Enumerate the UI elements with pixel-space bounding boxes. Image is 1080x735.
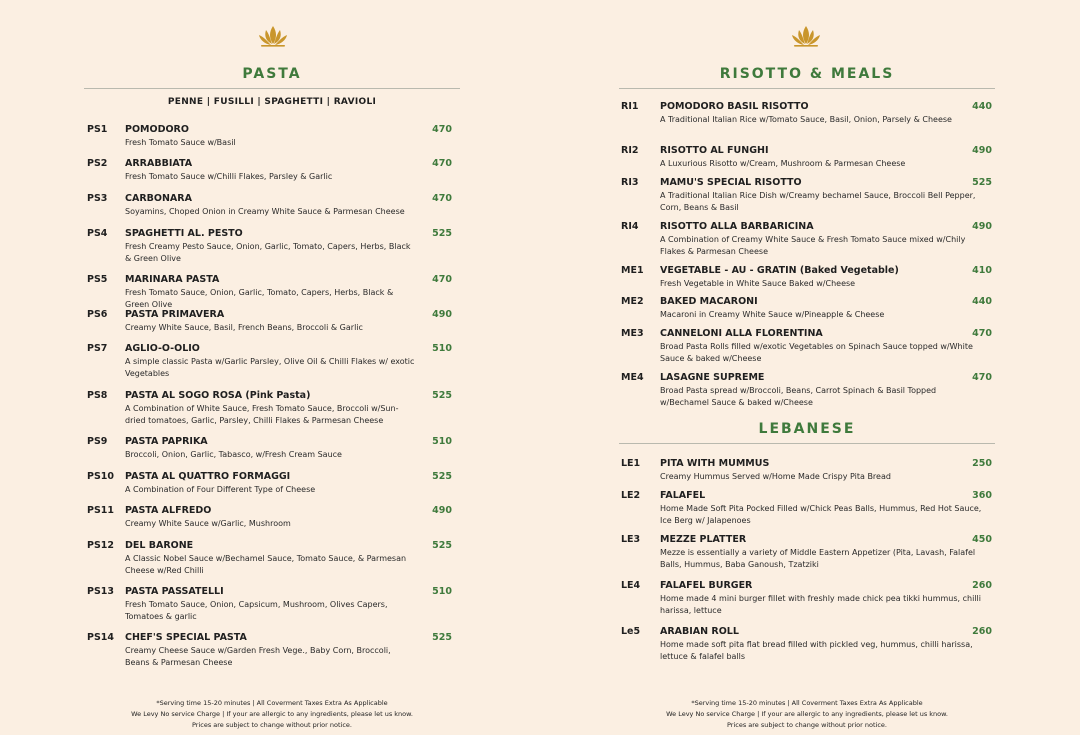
item-name: POMODORO	[125, 124, 189, 135]
item-code: LE1	[621, 458, 641, 469]
item-name: SPAGHETTI AL. PESTO	[125, 228, 243, 239]
item-name: BAKED MACARONI	[660, 296, 758, 307]
item-name: VEGETABLE - AU - GRATIN (Baked Vegetable)	[660, 265, 899, 276]
item-code: LE4	[621, 580, 641, 591]
item-description: Mezze is essentially a variety of Middle Eastern Appetizer (Pita, Lavash, Falafel Balls, Hummus, Baba Ganoush, Tzatziki	[660, 548, 976, 569]
item-price: 525	[432, 228, 452, 239]
item-code: PS2	[87, 158, 108, 169]
lotus-icon	[789, 24, 823, 48]
footer-line: Prices are subject to change without prior notice.	[726, 721, 887, 729]
item-description: A Traditional Italian Rice Dish w/Creamy bechamel Sauce, Broccoli Bell Pepper, Corn, Beans & Basil	[660, 191, 976, 212]
item-price: 470	[432, 274, 452, 285]
item-name: PASTA ALFREDO	[125, 505, 212, 516]
lotus-icon	[256, 24, 290, 48]
item-code: PS9	[87, 436, 108, 447]
item-price: 525	[432, 390, 452, 401]
footer-notes	[84, 698, 460, 731]
item-code: PS6	[87, 309, 108, 320]
item-description: Fresh Creamy Pesto Sauce, Onion, Garlic, Tomato, Capers, Herbs, Black & Green Olive	[125, 242, 411, 263]
item-description: Macaroni in Creamy White Sauce w/Pineapple & Cheese	[660, 310, 885, 319]
pasta-types: PENNE | FUSILLI | SPAGHETTI | RAVIOLI	[167, 97, 377, 107]
item-name: PASTA PRIMAVERA	[125, 309, 225, 320]
pasta-page	[84, 0, 460, 735]
item-price: 360	[972, 490, 992, 501]
footer-line: Prices are subject to change without prior notice.	[191, 721, 352, 729]
divider	[619, 88, 995, 89]
item-price: 470	[972, 328, 992, 339]
item-description: Fresh Tomato Sauce, Onion, Garlic, Tomato, Capers, Herbs, Black & Green Olive	[125, 288, 394, 309]
item-description: A Luxurious Risotto w/Cream, Mushroom & Parmesan Cheese	[660, 159, 906, 168]
item-code: PS1	[87, 124, 108, 135]
item-description: Broad Pasta spread w/Broccoli, Beans, Carrot Spinach & Basil Topped w/Bechamel Sauce & baked w/Cheese	[660, 386, 937, 407]
item-name: RISOTTO AL FUNGHI	[660, 145, 769, 156]
item-description: Home made 4 mini burger fillet with freshly made chick pea tikki hummus, chilli harissa, lettuce	[660, 594, 981, 615]
item-price: 470	[432, 158, 452, 169]
item-description: Broccoli, Onion, Garlic, Tabasco, w/Fresh Cream Sauce	[125, 450, 342, 459]
item-name: PASTA PASSATELLI	[125, 586, 224, 597]
item-description: Creamy White Sauce w/Garlic, Mushroom	[125, 519, 291, 528]
item-description: A Classic Nobel Sauce w/Bechamel Sauce, Tomato Sauce, & Parmesan Cheese w/Red Chilli	[125, 554, 407, 575]
item-code: RI3	[621, 177, 639, 188]
footer-line: *Serving time 15-20 minutes | All Coverment Taxes Extra As Applicable	[691, 699, 923, 707]
item-code: PS5	[87, 274, 108, 285]
item-name: MAMU'S SPECIAL RISOTTO	[660, 177, 802, 188]
item-description: A Combination of Creamy White Sauce & Fresh Tomato Sauce mixed w/Chily Flakes & Parmesan Cheese	[660, 235, 966, 256]
item-name: PITA WITH MUMMUS	[660, 458, 770, 469]
item-code: ME1	[621, 265, 644, 276]
item-price: 260	[972, 580, 992, 591]
item-price: 490	[972, 221, 992, 232]
item-price: 440	[972, 296, 992, 307]
item-code: PS7	[87, 343, 108, 354]
item-code: PS4	[87, 228, 108, 239]
item-code: PS3	[87, 193, 108, 204]
item-name: PASTA PAPRIKA	[125, 436, 208, 447]
item-price: 490	[432, 309, 452, 320]
item-description: Creamy Cheese Sauce w/Garden Fresh Vege., Baby Corn, Broccoli, Beans & Parmesan Cheese	[125, 646, 391, 667]
section-title-pasta: PASTA	[242, 66, 302, 82]
item-code: PS14	[87, 632, 115, 643]
item-price: 490	[972, 145, 992, 156]
item-description: Home Made Soft Pita Pocked Filled w/Chick Peas Balls, Hummus, Red Hot Sauce, Ice Berg w/ Jalapenoes	[660, 504, 982, 525]
item-name: POMODORO BASIL RISOTTO	[660, 101, 809, 112]
item-code: RI1	[621, 101, 639, 112]
item-description: Soyamins, Choped Onion in Creamy White Sauce & Parmesan Cheese	[125, 207, 405, 216]
section-title-lebanese: LEBANESE	[758, 421, 856, 437]
footer-line: We Levy No service Charge | If your are allergic to any ingredients, please let us know.	[131, 710, 413, 718]
item-description: Creamy Hummus Served w/Home Made Crispy Pita Bread	[660, 472, 891, 481]
item-price: 525	[972, 177, 992, 188]
risotto-page	[619, 0, 995, 735]
item-price: 510	[432, 436, 452, 447]
item-name: LASAGNE SUPREME	[660, 372, 765, 383]
item-name: ARRABBIATA	[125, 158, 193, 169]
item-price: 510	[432, 586, 452, 597]
item-price: 450	[972, 534, 992, 545]
item-name: MARINARA PASTA	[125, 274, 220, 285]
footer-line: *Serving time 15-20 minutes | All Coverment Taxes Extra As Applicable	[156, 699, 388, 707]
item-name: CARBONARA	[125, 193, 192, 204]
item-price: 410	[972, 265, 992, 276]
item-description: Fresh Tomato Sauce w/Basil	[125, 138, 236, 147]
item-description: Fresh Tomato Sauce, Onion, Capsicum, Mushroom, Olives Capers, Tomatoes & garlic	[125, 600, 388, 621]
section-title-risotto: RISOTTO & MEALS	[719, 66, 895, 82]
item-description: A Combination of White Sauce, Fresh Tomato Sauce, Broccoli w/Sun-dried tomatoes, Garlic, Parsley, Chilli Flakes & Parmesan Cheese	[125, 404, 399, 425]
item-price: 470	[972, 372, 992, 383]
item-code: ME4	[621, 372, 644, 383]
footer-line: We Levy No service Charge | If your are allergic to any ingredients, please let us know.	[666, 710, 948, 718]
item-code: ME2	[621, 296, 644, 307]
item-price: 470	[432, 124, 452, 135]
divider	[619, 443, 995, 444]
item-description: Creamy White Sauce, Basil, French Beans, Broccoli & Garlic	[125, 323, 363, 332]
item-code: PS10	[87, 471, 115, 482]
divider	[84, 88, 460, 89]
item-description: Home made soft pita flat bread filled with pickled veg, hummus, chilli harissa, lettuce & falafel balls	[660, 640, 973, 661]
item-code: Le5	[621, 626, 641, 637]
item-price: 490	[432, 505, 452, 516]
item-name: PASTA AL SOGO ROSA (Pink Pasta)	[125, 390, 311, 401]
item-name: RISOTTO ALLA BARBARICINA	[660, 221, 814, 232]
item-name: FALAFEL BURGER	[660, 580, 753, 591]
item-code: PS8	[87, 390, 108, 401]
item-code: RI2	[621, 145, 639, 156]
item-code: PS13	[87, 586, 115, 597]
item-name: FALAFEL	[660, 490, 706, 501]
item-name: PASTA AL QUATTRO FORMAGGI	[125, 471, 291, 482]
item-description: A Combination of Four Different Type of Cheese	[125, 485, 316, 494]
item-price: 260	[972, 626, 992, 637]
item-name: CANNELONI ALLA FLORENTINA	[660, 328, 823, 339]
item-description: Fresh Tomato Sauce w/Chilli Flakes, Parsley & Garlic	[125, 172, 333, 181]
item-price: 470	[432, 193, 452, 204]
item-name: ARABIAN ROLL	[660, 626, 739, 637]
item-code: PS11	[87, 505, 115, 516]
item-description: Broad Pasta Rolls filled w/exotic Vegetables on Spinach Sauce topped w/White Sauce & baked w/Cheese	[660, 342, 973, 363]
item-name: CHEF'S SPECIAL PASTA	[125, 632, 247, 643]
item-code: PS12	[87, 540, 115, 551]
item-description: Fresh Vegetable in White Sauce Baked w/Cheese	[660, 279, 856, 288]
item-description: A simple classic Pasta w/Garlic Parsley, Olive Oil & Chilli Flakes w/ exotic Vegetables	[125, 357, 415, 378]
footer-notes	[619, 698, 995, 731]
item-name: AGLIO-O-OLIO	[125, 343, 200, 354]
item-price: 525	[432, 632, 452, 643]
item-price: 510	[432, 343, 452, 354]
item-code: LE3	[621, 534, 641, 545]
item-description: A Traditional Italian Rice w/Tomato Sauce, Basil, Onion, Parsely & Cheese	[660, 115, 952, 124]
item-name: MEZZE PLATTER	[660, 534, 747, 545]
item-code: LE2	[621, 490, 641, 501]
item-code: RI4	[621, 221, 639, 232]
item-price: 525	[432, 471, 452, 482]
item-price: 440	[972, 101, 992, 112]
item-price: 250	[972, 458, 992, 469]
item-price: 525	[432, 540, 452, 551]
item-code: ME3	[621, 328, 644, 339]
item-name: DEL BARONE	[125, 540, 194, 551]
